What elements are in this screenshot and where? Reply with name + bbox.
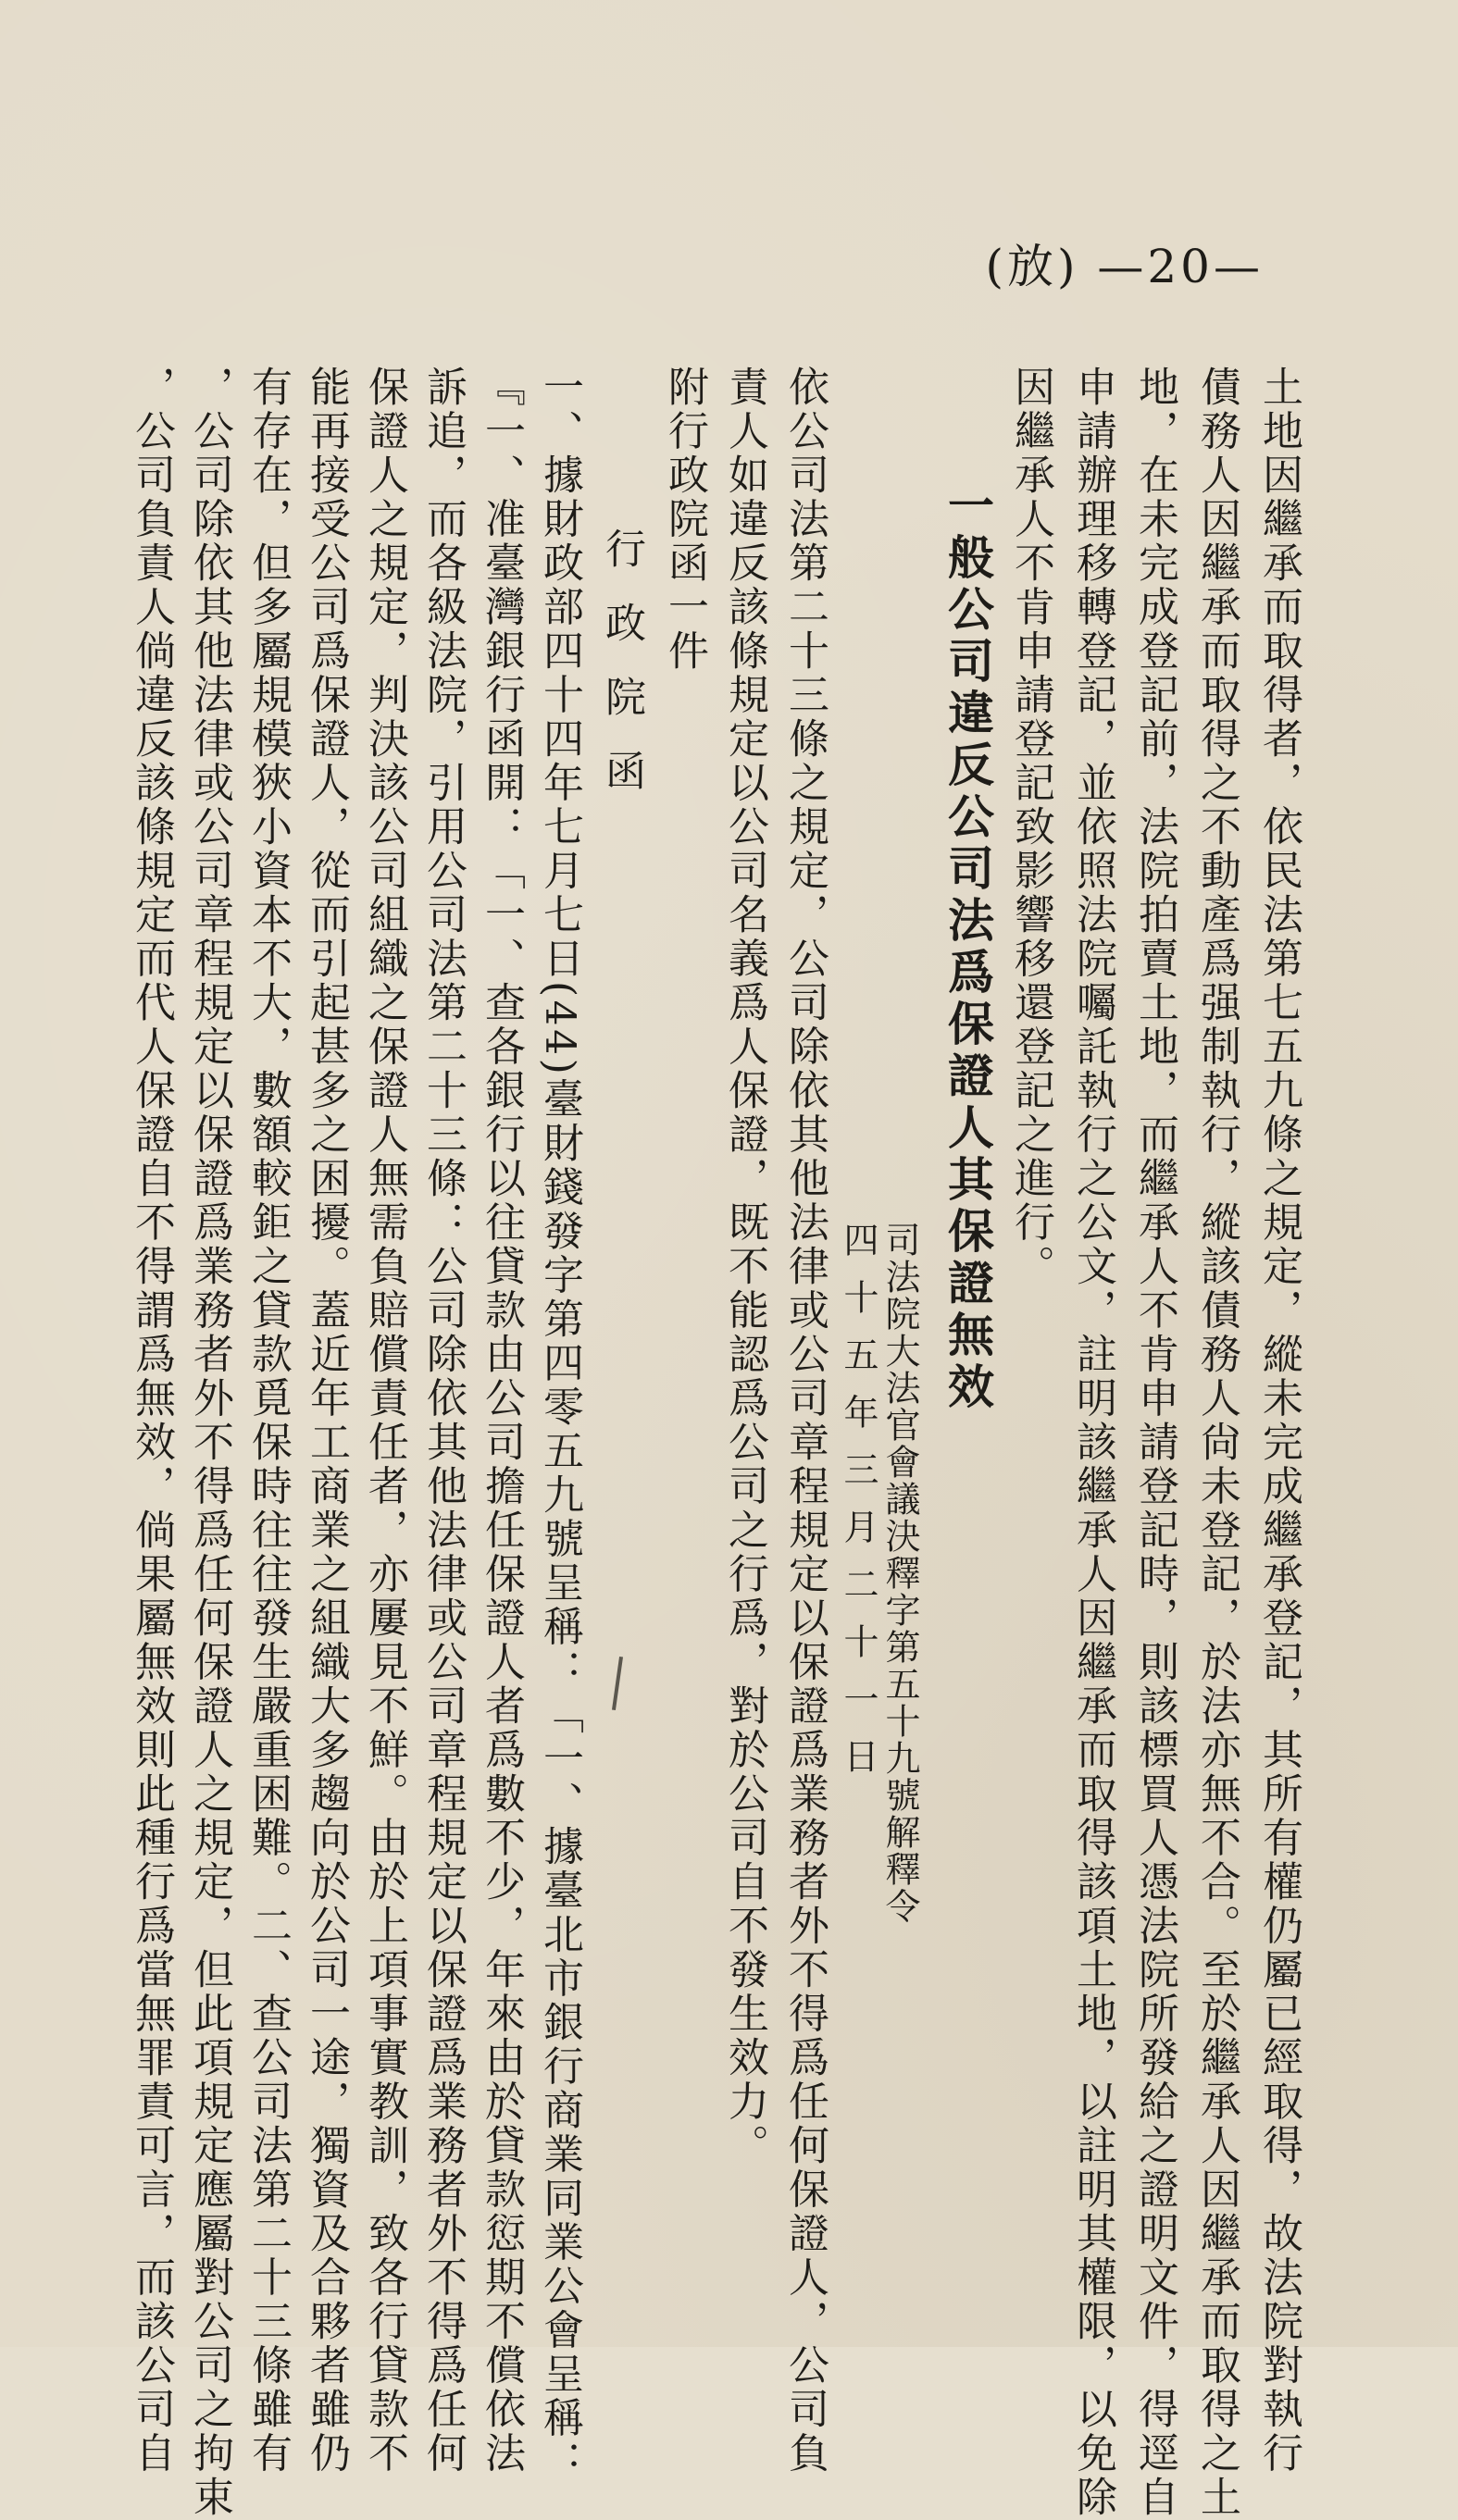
body-line-1: 土地因繼承而取得者，依民法第七五九條之規定，縱未完成繼承登記，其所有權仍屬已經取得，故法院對執行 — [1255, 366, 1302, 2476]
body-line-5: 因繼承人不肯申請登記致影響移還登記之進行。 — [1007, 366, 1054, 1289]
letter-line-2: 『一、准臺灣銀行函開：「一、查各銀行以往貸款由公司擔任保證人者爲數不少，年來由於貸款愆期不償依法 — [478, 366, 525, 2476]
citation-date: 四十五年三月二十一日 — [838, 1222, 879, 1795]
citation-source: 司法院大法官會議決釋字第五十九號解釋令 — [879, 1222, 920, 1925]
letter-line-6: 有存在，但多屬規模狹小資本不大，數額較鉅之貸款覓保時往往發生嚴重困難。二、查公司法第二十三條雖有 — [244, 366, 292, 2476]
interpretation-line-2: 責人如違反該條規定以公司名義爲人保證，既不能認爲公司之行爲，對於公司自不發生效力。 — [721, 366, 768, 2168]
interpretation-line-1: 依公司法第二十三條之規定，公司除依其他法律或公司章程規定以保證爲業務者外不得爲任何保證人，公司負 — [781, 366, 829, 2476]
body-line-2: 債務人因繼承而取得之不動產爲强制執行，縱該債務人尙未登記，於法亦無不合。至於繼承人因繼承而取得之土 — [1193, 366, 1240, 2520]
body-line-3: 地，在未完成登記前，法院拍賣土地，而繼承人不肯申請登記時，則該標買人憑法院所發給之證明文件，得逕自 — [1131, 366, 1178, 2520]
letter-heading: 行政院函 — [598, 528, 645, 824]
letter-line-5: 能再接受公司爲保證人，從而引起甚多之困擾。蓋近年工商業之組織大多趨向於公司一途，獨資及合夥者雖仍 — [303, 366, 350, 2476]
ink-mark — [612, 1657, 623, 1710]
letter-line-8: ，公司負責人倘違反該條規定而代人保證自不得謂爲無效，倘果屬無效則此種行爲當無罪責可言，而該公司自 — [128, 366, 175, 2476]
letter-line-3: 訴追，而各級法院，引用公司法第二十三條：公司除依其他法律或公司章程規定以保證爲業務者外不得爲任何 — [419, 366, 467, 2476]
body-line-4: 申請辦理移轉登記，並依照法院囑託執行之公文，註明該繼承人因繼承而取得該項土地，以註明其權限，以免除 — [1069, 366, 1116, 2520]
page-number: (放) —20— — [985, 240, 1264, 293]
attachment-note: 附行政院函一件 — [661, 366, 708, 674]
letter-line-7: ，公司除依其他法律或公司章程規定以保證爲業務者外不得爲任何保證人之規定，但此項規定應屬對公司之拘束 — [186, 366, 233, 2520]
letter-line-1: 一、據財政部四十四年七月七日(44)臺財錢發字第四零五九號呈稱：「一、據臺北市銀行商業同業公會呈稱： — [536, 366, 583, 2485]
letter-line-4: 保證人之規定，判決該公司組織之保證人無需負賠償責任者，亦屢見不鮮。由於上項事實教訓，致各行貸款不 — [361, 366, 408, 2476]
section-heading: 一般公司違反公司法爲保證人其保證無效 — [941, 481, 995, 1414]
